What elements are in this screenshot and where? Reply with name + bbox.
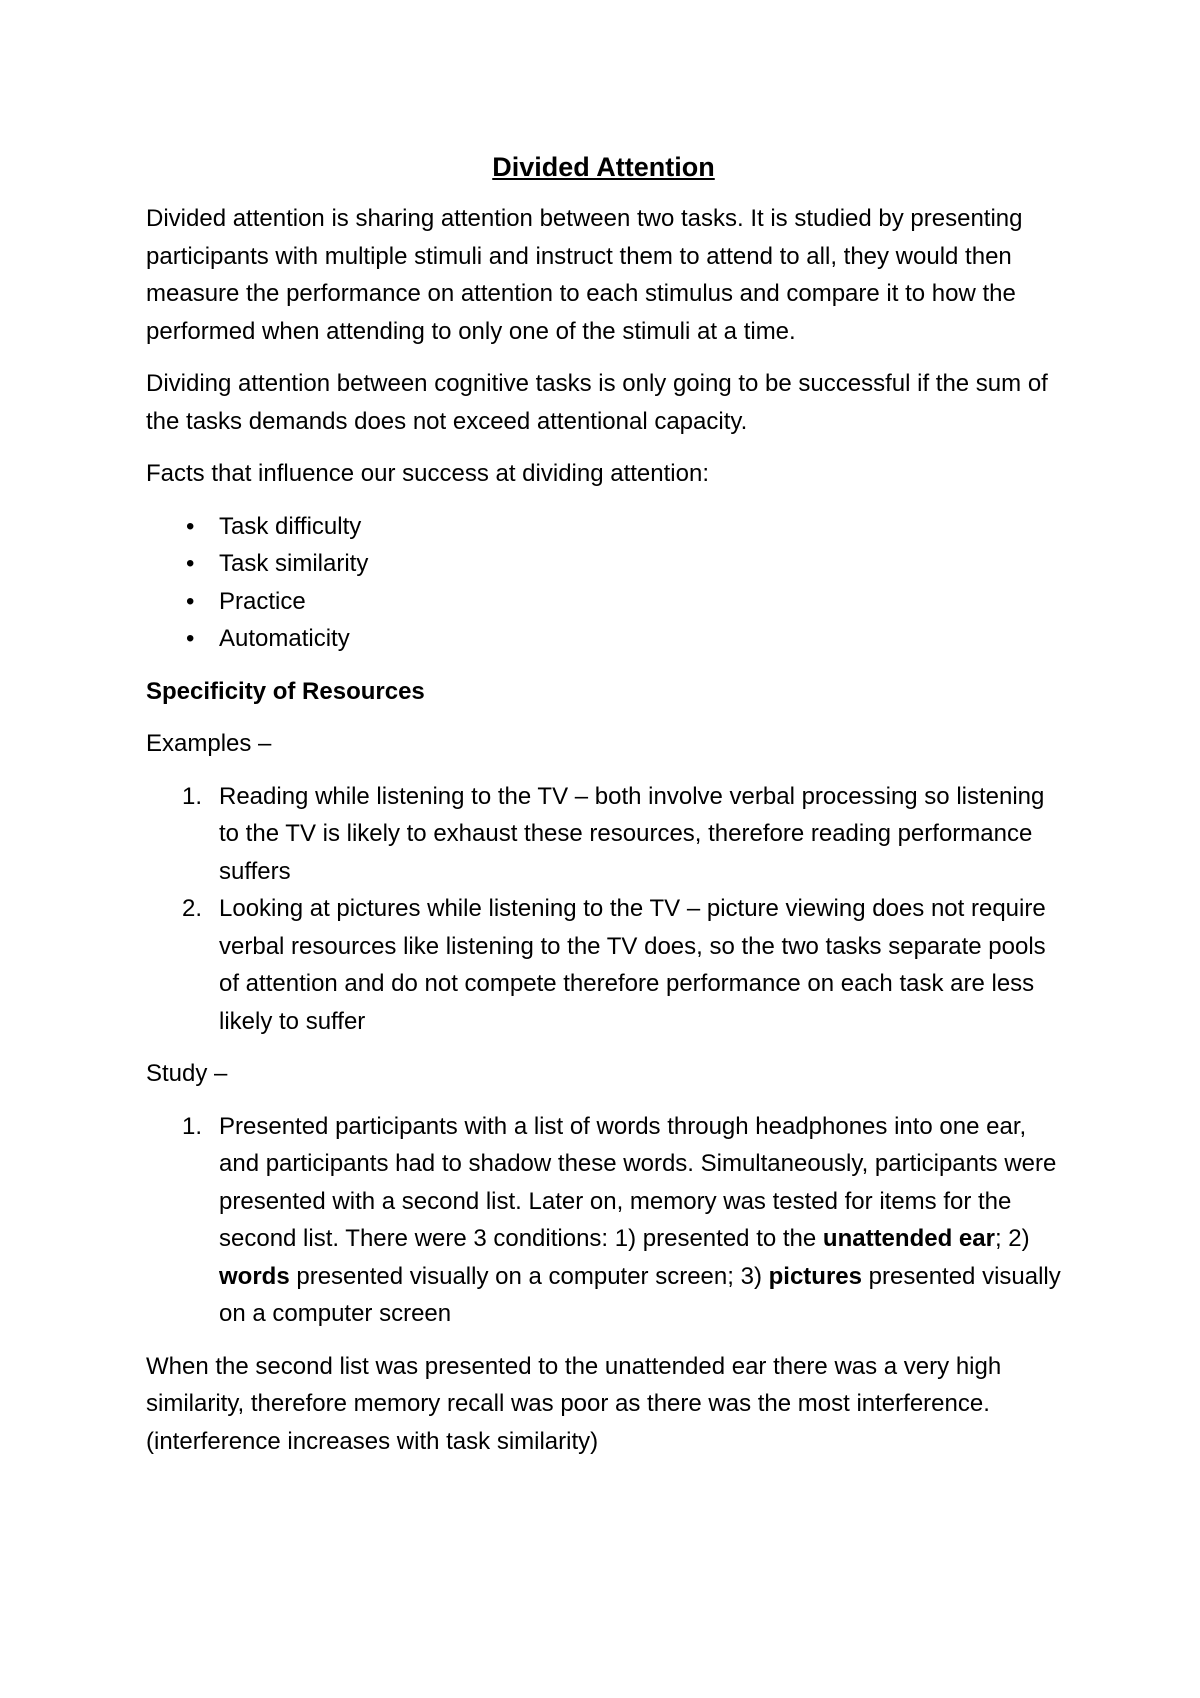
list-number: 1.	[182, 1112, 203, 1140]
study-text	[219, 1113, 1061, 1328]
intro-paragraph: Divided attention is sharing attention between two tasks. It is studied by presenting participants with multiple stimuli and instruct them to attend to all, they would then measure the performance on attention to each stimulus and compare it to how the performed when attending to only one of the stimuli at a time.	[146, 205, 1023, 345]
document-title: Divided Attention	[492, 152, 715, 182]
example-text: Looking at pictures while listening to the TV – picture viewing does not require verbal resources like listening to the TV does, so the two tasks separate pools of attention and do not compete therefore performance on each task are less likely to suffer	[219, 895, 1046, 1035]
list-item	[146, 1108, 1061, 1333]
study-text-d: presented visually on a computer screen	[219, 1262, 1061, 1327]
examples-label: Examples –	[146, 730, 272, 757]
study-bold-pictures: pictures	[768, 1262, 862, 1290]
conclusion-paragraph: When the second list was presented to the unattended ear there was a very high similarity, therefore memory recall was poor as there was the most interference. (interference increases with task similarity)	[146, 1352, 1002, 1455]
factor-text: Practice	[219, 587, 306, 615]
list-item	[146, 620, 1061, 658]
factor-text: Automaticity	[219, 625, 350, 652]
factors-list	[146, 508, 1061, 658]
study-label: Study –	[146, 1060, 228, 1087]
study-text-b: ; 2)	[994, 1225, 1030, 1252]
list-item	[146, 778, 1061, 891]
capacity-paragraph: Dividing attention between cognitive tasks is only going to be successful if the sum of the tasks demands does not exceed attentional capacity.	[146, 370, 1048, 435]
study-text-a: Presented participants with a list of words through headphones into one ear, and participants had to shadow these words. Simultaneously, participants were presented with a second list. Later on, memory was tested for items for the second list. There were 3 conditions: 1) presented to the	[219, 1112, 1057, 1252]
study-text-c: presented visually on a computer screen; 3)	[289, 1262, 769, 1290]
bullet-icon: •	[186, 550, 195, 577]
example-text: Reading while listening to the TV – both involve verbal processing so listening to the TV is likely to exhaust these resources, therefore reading performance suffers	[219, 782, 1045, 885]
examples-list	[146, 778, 1061, 1041]
study-bold-unattended-ear: unattended ear	[822, 1225, 995, 1252]
list-number: 2.	[182, 895, 203, 922]
list-item	[146, 890, 1061, 1040]
document-body	[146, 148, 1061, 1475]
bullet-icon: •	[186, 512, 195, 540]
factors-intro: Facts that influence our success at dividing attention:	[146, 460, 709, 487]
list-item	[146, 583, 1061, 621]
list-item	[146, 545, 1061, 583]
factor-text: Task similarity	[219, 550, 369, 577]
factor-text: Task difficulty	[219, 512, 362, 540]
section-heading: Specificity of Resources	[146, 677, 425, 705]
list-number: 1.	[182, 782, 203, 810]
study-list	[146, 1108, 1061, 1333]
bullet-icon: •	[186, 587, 195, 615]
bullet-icon: •	[186, 625, 195, 652]
study-bold-words: words	[219, 1262, 290, 1290]
list-item	[146, 508, 1061, 546]
